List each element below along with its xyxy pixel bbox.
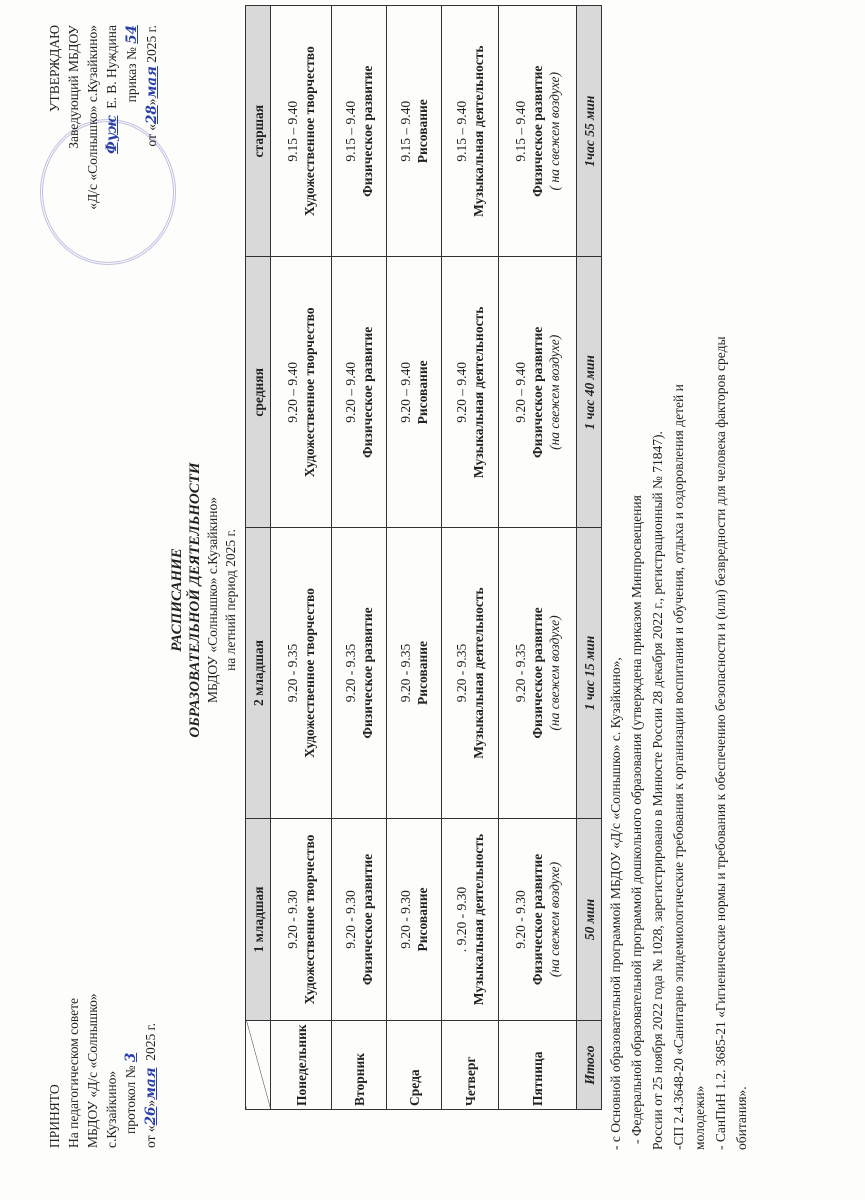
lesson-subject: Физическое развитие: [530, 607, 545, 739]
lesson-cell: [387, 6, 442, 257]
table-row: [499, 6, 577, 1110]
lesson-cell: [387, 528, 442, 818]
total-row: [577, 6, 602, 1110]
total-value: 50 мин: [577, 818, 602, 1021]
affirm-line: Заведующий МБДОУ: [66, 25, 81, 149]
corner-cell: [246, 1021, 271, 1110]
lesson-cell: [442, 528, 499, 818]
lesson-subject: Музыкальная деятельность: [471, 587, 486, 759]
lesson-time: . 9.20 - 9.30: [454, 886, 469, 953]
note-line: - СанПиН 1.2. 3685-21 «Гигиенические нормы и требования к обеспечению безопасности и (или) безвредности для человека факторов среды: [713, 336, 728, 1150]
date-mid: »: [143, 1099, 158, 1107]
lesson-subject: Физическое развитие: [530, 853, 545, 986]
note-line: молодежи»: [692, 1085, 707, 1150]
lesson-time: 9.20 - 9.30: [285, 890, 300, 949]
lesson-cell: [332, 528, 387, 818]
lesson-time: 9.15 – 9.40: [398, 100, 413, 162]
approved-line: На педагогическом совете: [66, 997, 81, 1148]
table-row: [271, 6, 332, 1110]
lesson-time: 9.20 - 9.35: [454, 643, 469, 703]
day-cell: Понедельник: [271, 1021, 332, 1110]
lesson-time: 9.20 – 9.40: [454, 361, 469, 423]
order-label: приказ №: [124, 47, 139, 103]
total-value: 1час 55 мин: [577, 6, 602, 257]
approved-line: с.Кузайкино»: [104, 1070, 119, 1148]
note-line: - с Основной образовательной программой МБДОУ «Д/с «Солнышко» с. Кузайкино»,: [608, 657, 623, 1150]
lesson-cell: [442, 6, 499, 257]
date-day: 26: [143, 1106, 159, 1126]
lesson-time: 9.15 – 9.40: [285, 100, 300, 162]
approved-title: ПРИНЯТО: [47, 1084, 62, 1148]
table-header-row: [246, 6, 271, 1110]
total-label: Итого: [577, 1021, 602, 1110]
lesson-cell: [271, 257, 332, 528]
approved-line: МБДОУ «Д/с «Солнышко»: [85, 993, 100, 1148]
lesson-cell: [332, 257, 387, 528]
day-cell: Среда: [387, 1021, 442, 1110]
lesson-cell: [332, 6, 387, 257]
order-number: 54: [124, 25, 140, 44]
note-line: - Федеральной образовательной программой дошкольного образования (утверждена приказом Минпросвещения: [629, 495, 644, 1144]
lesson-time: 9.20 - 9.35: [285, 643, 300, 703]
date-year: 2025 г.: [144, 25, 159, 63]
lesson-note: (на свежем воздухе): [547, 861, 562, 978]
title-line: МБДОУ «Солнышко» с.Кузайкино»: [205, 496, 220, 704]
lesson-time: 9.15 – 9.40: [454, 100, 469, 162]
lesson-subject: Музыкальная деятельность: [471, 45, 486, 217]
title-line: РАСПИСАНИЕ: [169, 548, 185, 652]
note-line: России от 25 ноября 2022 года № 1028, зарегистрировано в Минюсте России 28 декабря 2022 г., регистрационный № 71847).: [650, 431, 665, 1150]
lesson-time: 9.20 - 9.35: [398, 643, 413, 703]
lesson-time: 9.20 – 9.40: [343, 361, 358, 423]
table-row: [387, 6, 442, 1110]
lesson-subject: Физическое развитие: [530, 326, 545, 458]
lesson-time: 9.20 – 9.40: [285, 361, 300, 423]
lesson-subject: Физическое развитие: [360, 326, 375, 458]
lesson-subject: Рисование: [415, 360, 430, 425]
date-month: мая: [144, 66, 160, 99]
lesson-time: 9.20 - 9.30: [343, 890, 358, 949]
date-mid: »: [144, 98, 159, 106]
title-line: ОБРАЗОВАТЕЛЬНОЙ ДЕЯТЕЛЬНОСТИ: [187, 462, 203, 738]
date-month: мая: [143, 1067, 159, 1100]
lesson-time: 9.20 - 9.35: [513, 643, 528, 703]
date-prefix: от «: [144, 124, 159, 147]
schedule-table: [245, 5, 602, 1110]
date-year: 2025 г.: [143, 1023, 158, 1061]
lesson-subject: Физическое развитие: [530, 65, 545, 197]
lesson-note: (на свежем воздухе): [547, 334, 562, 450]
lesson-subject: Художественное творчество: [302, 46, 317, 217]
lesson-subject: Рисование: [415, 640, 430, 706]
lesson-cell: [499, 257, 577, 528]
total-value: 1 час 15 мин: [577, 528, 602, 818]
date-prefix: от «: [143, 1125, 158, 1148]
lesson-subject: Художественное творчество: [302, 588, 317, 758]
column-header: 2 младшая: [246, 528, 271, 818]
lesson-time: 9.15 – 9.40: [513, 100, 528, 162]
lesson-cell: [387, 818, 442, 1021]
lesson-subject: Рисование: [415, 887, 430, 952]
lesson-cell: [499, 6, 577, 257]
lesson-time: 9.20 - 9.30: [513, 890, 528, 949]
lesson-cell: [271, 528, 332, 818]
director-name: Е. В. Нуждина: [104, 25, 119, 109]
lesson-time: 9.15 – 9.40: [343, 100, 358, 162]
lesson-time: 9.20 – 9.40: [398, 361, 413, 423]
signature: Фуж: [104, 115, 120, 154]
lesson-cell: [442, 818, 499, 1021]
lesson-subject: Музыкальная деятельность: [471, 306, 486, 479]
table-row: [442, 6, 499, 1110]
document-title: [168, 350, 240, 850]
lesson-subject: Физическое развитие: [360, 853, 375, 986]
lesson-cell: [499, 818, 577, 1021]
note-line: обитания».: [734, 1086, 749, 1150]
lesson-cell: [499, 528, 577, 818]
day-cell: Пятница: [499, 1021, 577, 1110]
day-cell: Четверг: [442, 1021, 499, 1110]
lesson-note: (на свежем воздухе): [547, 615, 562, 731]
approved-block: [45, 828, 161, 1148]
note-line: -СП 2.4.3648-20 «Санитарно эпидемиологические требования к организации воспитания и обучения, отдыха и оздоровления детей и: [671, 384, 686, 1150]
protocol-label: протокол №: [123, 1065, 138, 1134]
lesson-subject: Художественное творчество: [302, 834, 317, 1005]
lesson-time: 9.20 - 9.35: [343, 643, 358, 703]
affirm-block: [45, 25, 162, 300]
lesson-time: 9.20 - 9.30: [398, 890, 413, 949]
notes: [605, 30, 752, 1150]
protocol-number: 3: [123, 1052, 139, 1063]
total-value: 1 час 40 мин: [577, 257, 602, 528]
lesson-note: ( на свежем воздухе): [547, 71, 562, 191]
lesson-cell: [271, 6, 332, 257]
lesson-cell: [271, 818, 332, 1021]
column-header: 1 младшая: [246, 818, 271, 1021]
lesson-cell: [332, 818, 387, 1021]
lesson-time: 9.20 – 9.40: [513, 361, 528, 423]
title-line: на летний период 2025 г.: [223, 529, 238, 671]
column-header: старшая: [246, 6, 271, 257]
lesson-cell: [387, 257, 442, 528]
affirm-line: «Д/с «Солнышко» с.Кузайкино»: [85, 25, 100, 210]
lesson-subject: Физическое развитие: [360, 65, 375, 197]
lesson-subject: Музыкальная деятельность: [471, 833, 486, 1006]
lesson-subject: Рисование: [415, 99, 430, 164]
table-row: [332, 6, 387, 1110]
day-cell: Вторник: [332, 1021, 387, 1110]
affirm-title: УТВЕРЖДАЮ: [47, 25, 62, 113]
lesson-subject: Физическое развитие: [360, 607, 375, 739]
column-header: средняя: [246, 257, 271, 528]
lesson-cell: [442, 257, 499, 528]
date-day: 28: [144, 105, 160, 125]
lesson-subject: Художественное творчество: [302, 307, 317, 478]
